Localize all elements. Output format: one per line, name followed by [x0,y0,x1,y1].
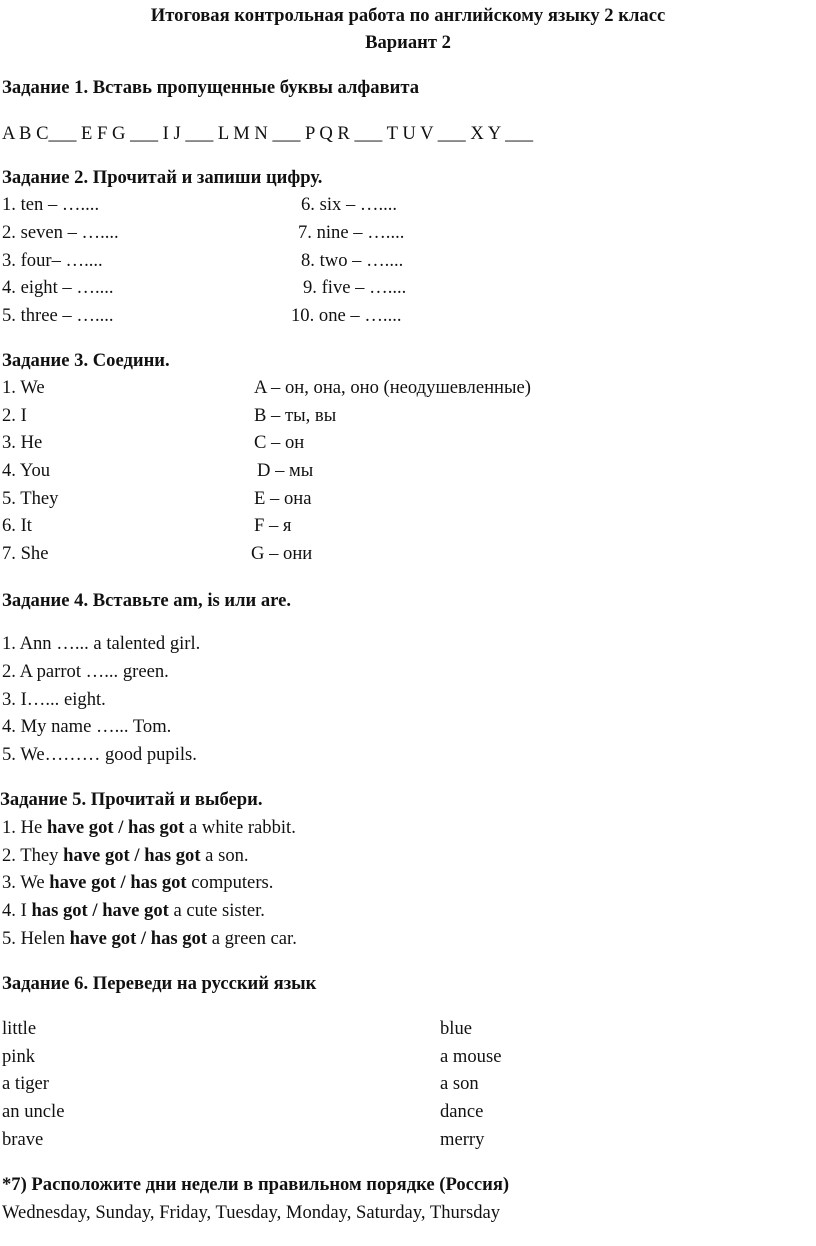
task3-left-2: 2. I [2,405,27,426]
task4-item-2: 2. A parrot …... green. [2,661,169,682]
task4-item-1: 1. Ann …... a talented girl. [2,633,201,654]
task2-left-1: 1. ten – ….... [2,194,100,215]
task6-right-4: dance [440,1101,484,1122]
task6-heading: Задание 6. Переведи на русский язык [2,973,317,994]
task3-right-c: C – он [254,432,305,453]
task7-heading: *7) Расположите дни недели в правильном порядке (Россия) [2,1174,510,1195]
task2-right-8: 8. two – ….... [301,250,404,271]
task6-right-5: merry [440,1129,485,1150]
page-title: Итоговая контрольная работа по английскому языку 2 класс [150,5,666,26]
task2-right-10: 10. one – ….... [291,305,402,326]
task3-right-f: F – я [254,515,292,536]
task6-right-3: a son [440,1073,479,1094]
task6-left-2: pink [2,1046,36,1067]
task5-item-3: 3. We have got / has got computers. [2,872,274,893]
task2-left-5: 5. three – ….... [2,305,114,326]
task1-heading: Задание 1. Вставь пропущенные буквы алфавита [2,77,419,98]
task5-item-4: 4. I has got / have got a cute sister. [2,900,265,921]
task6-left-1: little [2,1018,37,1039]
task1-alphabet: A B C___ E F G ___ I J ___ L M N ___ P Q R ___ T U V ___ X Y ___ [2,123,534,144]
task3-left-3: 3. He [2,432,43,453]
task2-heading: Задание 2. Прочитай и запиши цифру. [2,167,323,188]
task5-item-1: 1. He have got / has got a white rabbit. [2,817,296,838]
task6-right-2: a mouse [440,1046,502,1067]
task2-left-2: 2. seven – ….... [2,222,119,243]
task3-left-1: 1. We [2,377,45,398]
variant-title: Вариант 2 [365,32,451,53]
task3-heading: Задание 3. Соедини. [2,350,170,371]
task4-item-4: 4. My name …... Tom. [2,716,172,737]
task5-heading: Задание 5. Прочитай и выбери. [0,789,263,810]
task3-left-6: 6. It [2,515,32,536]
task4-heading: Задание 4. Вставьте am, is или are. [2,590,292,611]
task3-right-d: D – мы [257,460,314,481]
task2-right-9: 9. five – ….... [303,277,407,298]
task5-item-2: 2. They have got / has got a son. [2,845,249,866]
task4-item-5: 5. We……… good pupils. [2,744,197,765]
task6-left-3: a tiger [2,1073,49,1094]
task2-left-4: 4. eight – ….... [2,277,114,298]
task4-item-3: 3. I…... eight. [2,689,106,710]
task3-left-7: 7. She [2,543,49,564]
task3-left-5: 5. They [2,488,59,509]
task3-right-e: E – она [254,488,312,509]
task3-right-b: B – ты, вы [254,405,337,426]
task6-left-5: brave [2,1129,44,1150]
task3-right-g: G – они [251,543,313,564]
task3-left-4: 4. You [2,460,51,481]
task2-left-3: 3. four– ….... [2,250,103,271]
task6-left-4: an uncle [2,1101,65,1122]
task6-right-1: blue [440,1018,473,1039]
task5-item-5: 5. Helen have got / has got a green car. [2,928,297,949]
task2-right-6: 6. six – ….... [301,194,398,215]
task7-days: Wednesday, Sunday, Friday, Tuesday, Monday, Saturday, Thursday [2,1202,501,1223]
task3-right-a: A – он, она, оно (неодушевленные) [254,377,531,398]
task2-right-7: 7. nine – ….... [298,222,405,243]
